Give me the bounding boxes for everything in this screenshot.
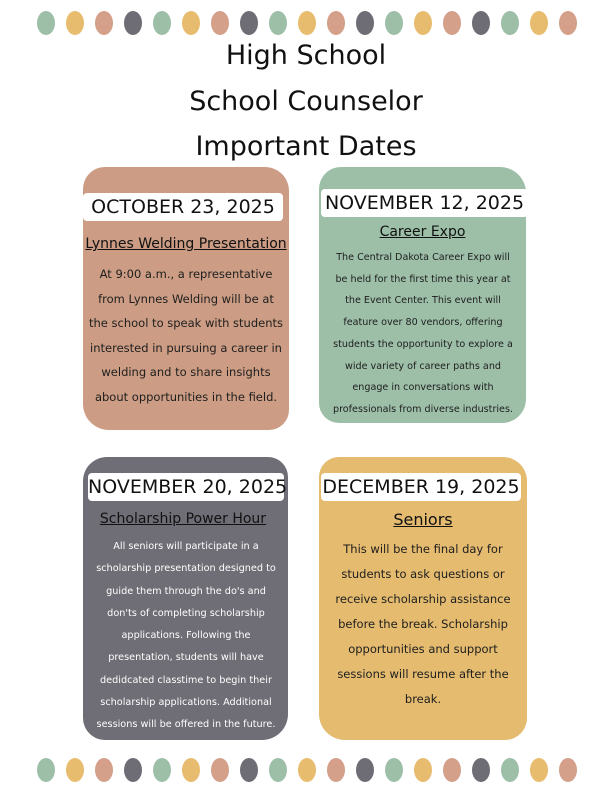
- body-line: students to ask questions or: [341, 567, 505, 581]
- body-line: the Event Center. This event will: [345, 295, 501, 307]
- decorative-dot: [124, 11, 142, 35]
- decorative-dot: [153, 11, 171, 35]
- decorative-dot: [327, 758, 345, 782]
- event-date-november-20: NOVEMBER 20, 2025: [88, 473, 284, 501]
- decorative-dot: [211, 758, 229, 782]
- body-line: the school to speak with students: [89, 316, 283, 330]
- body-line: scholarship presentation designed to: [96, 563, 276, 575]
- decorative-dot: [559, 11, 577, 35]
- body-line: All seniors will participate in a: [113, 541, 259, 552]
- body-line: presentation, students will have: [108, 652, 264, 664]
- title-line-1: High School: [225, 40, 387, 71]
- title-line-3: Important Dates: [195, 131, 417, 162]
- decorative-dot: [124, 758, 142, 782]
- body-line: scholarship applications. Additional: [100, 697, 272, 709]
- decorative-dot: [356, 758, 374, 782]
- decorative-dot: [501, 11, 519, 35]
- event-date-december-19: DECEMBER 19, 2025: [321, 473, 521, 501]
- event-heading-scholarship-power-hour: Scholarship Power Hour: [99, 511, 267, 527]
- decorative-dot: [269, 758, 287, 782]
- decorative-dot: [501, 758, 519, 782]
- decorative-dot: [298, 758, 316, 782]
- body-line: guide them through the do's and: [106, 585, 266, 597]
- body-line: professionals from diverse industries.: [332, 403, 514, 415]
- body-line: before the break. Scholarship: [338, 617, 508, 631]
- decorative-dot: [240, 758, 258, 782]
- decorative-dot: [153, 758, 171, 782]
- decorative-dot: [298, 11, 316, 35]
- body-line: sessions will resume after the: [337, 667, 509, 681]
- decorative-dot: [356, 11, 374, 35]
- bottom-dot-border: [37, 758, 577, 784]
- body-line: sessions will be offered in the future.: [96, 719, 276, 731]
- decorative-dot: [240, 11, 258, 35]
- event-heading-lynnes-welding: Lynnes Welding Presentation: [85, 236, 287, 252]
- body-line: opportunities and support: [348, 642, 498, 656]
- decorative-dot: [443, 11, 461, 35]
- body-line: dedidcated classtime to begin their: [100, 674, 272, 686]
- top-dot-border: [37, 11, 577, 37]
- decorative-dot: [37, 758, 55, 782]
- event-heading-seniors: Seniors: [393, 510, 453, 529]
- decorative-dot: [472, 758, 490, 782]
- body-line: wide variety of career paths and: [344, 360, 501, 372]
- decorative-dot: [385, 11, 403, 35]
- decorative-dot: [95, 11, 113, 35]
- decorative-dot: [327, 11, 345, 35]
- event-heading-career-expo: Career Expo: [379, 224, 466, 240]
- decorative-dot: [443, 758, 461, 782]
- body-line: At 9:00 a.m., a representative: [99, 267, 273, 281]
- body-line: break.: [404, 692, 442, 706]
- decorative-dot: [472, 11, 490, 35]
- body-line: feature over 80 vendors, offering: [343, 317, 503, 329]
- body-line: from Lynnes Welding will be at: [98, 291, 274, 306]
- decorative-dot: [66, 758, 84, 782]
- decorative-dot: [182, 11, 200, 35]
- body-line: about opportunities in the field.: [94, 389, 278, 404]
- decorative-dot: [269, 11, 287, 35]
- event-body-seniors: [324, 537, 522, 712]
- body-line: welding and to share insights: [101, 365, 271, 379]
- decorative-dot: [530, 11, 548, 35]
- body-line: engage in conversations with: [352, 382, 494, 394]
- body-line: don'ts of completing scholarship: [107, 607, 265, 619]
- decorative-dot: [385, 758, 403, 782]
- body-line: students the opportunity to explore a: [333, 338, 513, 350]
- event-date-november-12: NOVEMBER 12, 2025: [321, 189, 528, 217]
- body-line: applications. Following the: [121, 630, 251, 642]
- decorative-dot: [182, 758, 200, 782]
- decorative-dot: [95, 758, 113, 782]
- decorative-dot: [414, 758, 432, 782]
- body-line: interested in pursuing a career in: [90, 340, 282, 355]
- decorative-dot: [559, 758, 577, 782]
- event-body-lynnes-welding: [86, 262, 286, 409]
- decorative-dot: [530, 758, 548, 782]
- decorative-dot: [211, 11, 229, 35]
- decorative-dot: [66, 11, 84, 35]
- event-body-career-expo: [322, 247, 524, 421]
- body-line: be held for the first time this year at: [335, 273, 511, 285]
- event-body-scholarship-power-hour: [85, 536, 287, 737]
- decorative-dot: [414, 11, 432, 35]
- event-date-october-23: OCTOBER 23, 2025: [83, 193, 283, 221]
- title-line-2: School Counselor: [189, 86, 423, 117]
- body-line: This will be the final day for: [343, 542, 503, 556]
- body-line: The Central Dakota Career Expo will: [336, 252, 510, 263]
- decorative-dot: [37, 11, 55, 35]
- body-line: receive scholarship assistance: [335, 592, 511, 606]
